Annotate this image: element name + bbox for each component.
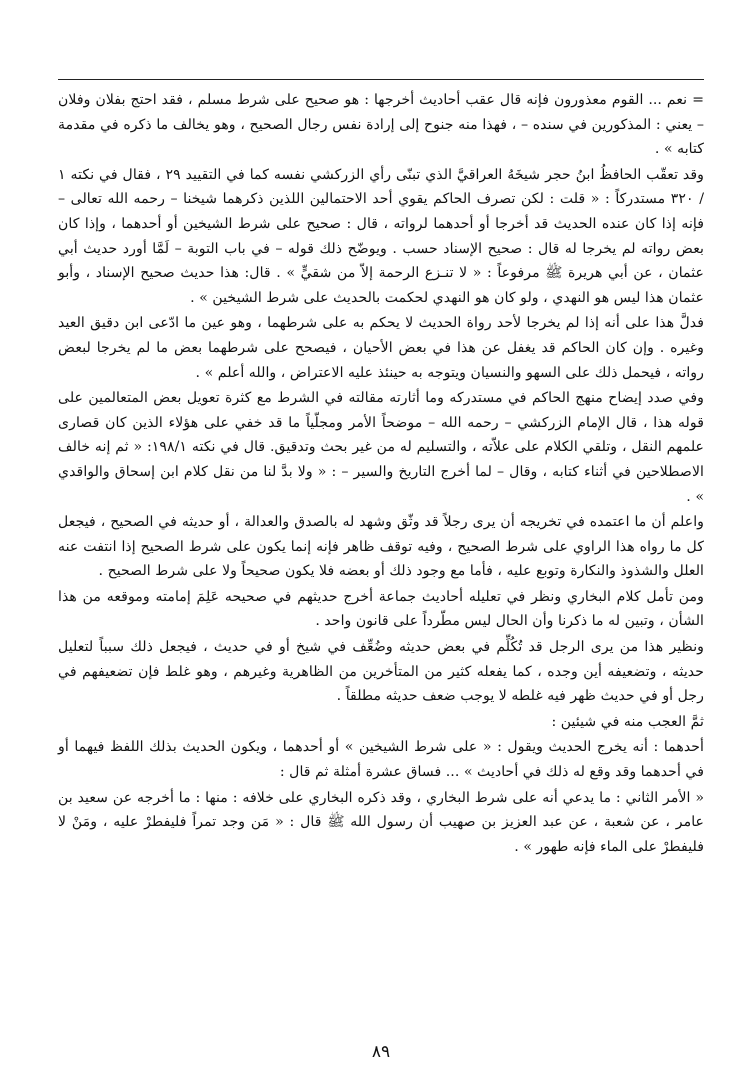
paragraph-10: « الأمر الثاني : ما يدعي أنه على شرط البخاري ، وقد ذكره البخاري على خلافه : منها : ما أخرجه عن سعيد بن عامر ، عن شعبة ، عن عبد العزيز بن صهيب أن رسول الله ﷺ قال : « مَن وجد تمراً فليفطرْ عليه ، ومَنْ لا فليفطرْ على الماء فإنه طهور » .	[58, 789, 704, 855]
paragraph-7: ونظير هذا من يرى الرجل قد تُكُلِّم في بعض حديثه وضُعِّف في شيخ أو في حديث ، فيجعل ذلك سبباً لتعليل حديثه ، وتضعيفه أين وجده ، كما يفعله كثير من المتأخرين من الظاهرية وغيرهم ، وهو غلط فإن تضعيفهم في رجل أو في حديث ظهر فيه غلطه لا يوجب ضعف حديثه مطلقاً .	[58, 639, 704, 705]
document-page	[58, 62, 704, 1062]
page-number: ٨٩	[371, 1042, 391, 1062]
paragraph-9: أحدهما : أنه يخرج الحديث ويقول : « على شرط الشيخين » أو أحدهما ، ويكون الحديث بذلك اللفظ فيهما أو في أحدهما وقد وقع له ذلك في أحاديث » ... فساق عشرة أمثلة ثم قال :	[58, 739, 704, 781]
paragraph-8: ثمَّ العجب منه في شيئين :	[551, 713, 704, 730]
body-text	[58, 88, 704, 860]
paragraph-6: ومن تأمل كلام البخاري ونظر في تعليله أحاديث جماعة أخرج حديثهم في صحيحه عَلِمَ إمامته وموقعه من هذا الشأن ، وتبين له ما ذكرنا وأن الحال ليس مطّرداً على قانون واحد .	[58, 588, 704, 630]
top-rule	[58, 79, 704, 80]
paragraph-4: وفي صدد إيضاح منهج الحاكم في مستدركه وما أثارته مقالته في الشرط مع كثرة تعويل بعض المتعالمين على قوله هذا ، قال الإمام الزركشي – رحمه الله – موضحاً الأمر ومجلّياً ما قد خفي على هؤلاء الذين كان قصارى علمهم النقل ، وتلقي الكلام على علاّته ، والتسليم له من غير بحث وتدقيق. قال في نكته ١٩٨/١: « ثم إنه خالف الاصطلاحين في أثناء كتابه ، وقال – لما أخرج التاريخ والسير – : « ولا بدَّ لنا من نقل كلام ابن إسحاق والواقدي » .	[58, 390, 704, 505]
paragraph-5: واعلم أن ما اعتمده في تخريجه أن يرى رجلاً قد وثّق وشهد له بالصدق والعدالة ، أو حديثه في الصحيح ، فيجعل كل ما رواه هذا الراوي على شرط الصحيح ، وفيه توقف ظاهر فإنه إنما يكون على شرط الصحيح إذا انتفت عنه العلل والشذوذ والنكارة وتوبع عليه ، فأما مع وجود ذلك أو بعضه فلا يكون صحيحاً ولا على شرط الصحيح .	[58, 514, 704, 580]
paragraph-1: = نعم ... القوم معذورون فإنه قال عقب أحاديث أخرجها : هو صحيح على شرط مسلم ، فقد احتج بفلان وفلان – يعني : المذكورين في سنده – ، فهذا منه جنوح إلى إرادة نفس رجال الصحيح ، وهو يخالف ما ذكره في مقدمة كتابه » .	[58, 92, 704, 158]
paragraph-2: وقد تعقّب الحافظُ ابنُ حجر شيخَهُ العراقيَّ الذي تبنّى رأي الزركشي نفسه كما في التقييد ٢٩ ، فقال في نكته ١ / ٣٢٠ مستدركاً : « قلت : لكن تصرف الحاكم يقوي أحد الاحتمالين اللذين ذكرهما شيخنا – رحمه الله تعالى – فإنه إذا كان عنده الحديث قد أخرجا أو أحدهما لرواته ، قال : صحيح على شرط الشيخين أو أحدهما ، وإذا كان بعض رواته لم يخرجا له قال : صحيح الإسناد حسب . ويوضّح ذلك قوله – في باب التوبة – لَمَّا أورد حديث أبي عثمان ، عن أبي هريرة ﷺ مرفوعاً : « لا تنـزع الرحمة إلاّ من شقيٍّ » . قال: هذا حديث صحيح الإسناد ، وأبو عثمان هذا ليس هو النهدي ، ولو كان هو النهدي لحكمت بالحديث على شرط الشيخين » .	[58, 166, 705, 306]
paragraph-3: فدلَّ هذا على أنه إذا لم يخرجا لأحد رواة الحديث لا يحكم به على شرطهما ، وهو عين ما ادّعى ابن دقيق العيد وغيره . وإن كان الحاكم قد يغفل عن هذا في بعض الأحيان ، فيصحح على شرطهما بعض ما لم يخرجا لبعض رواته ، فيحمل ذلك على السهو والنسيان ويتوجه به حينئذ عليه الاعتراض ، والله أعلم » .	[58, 315, 704, 381]
